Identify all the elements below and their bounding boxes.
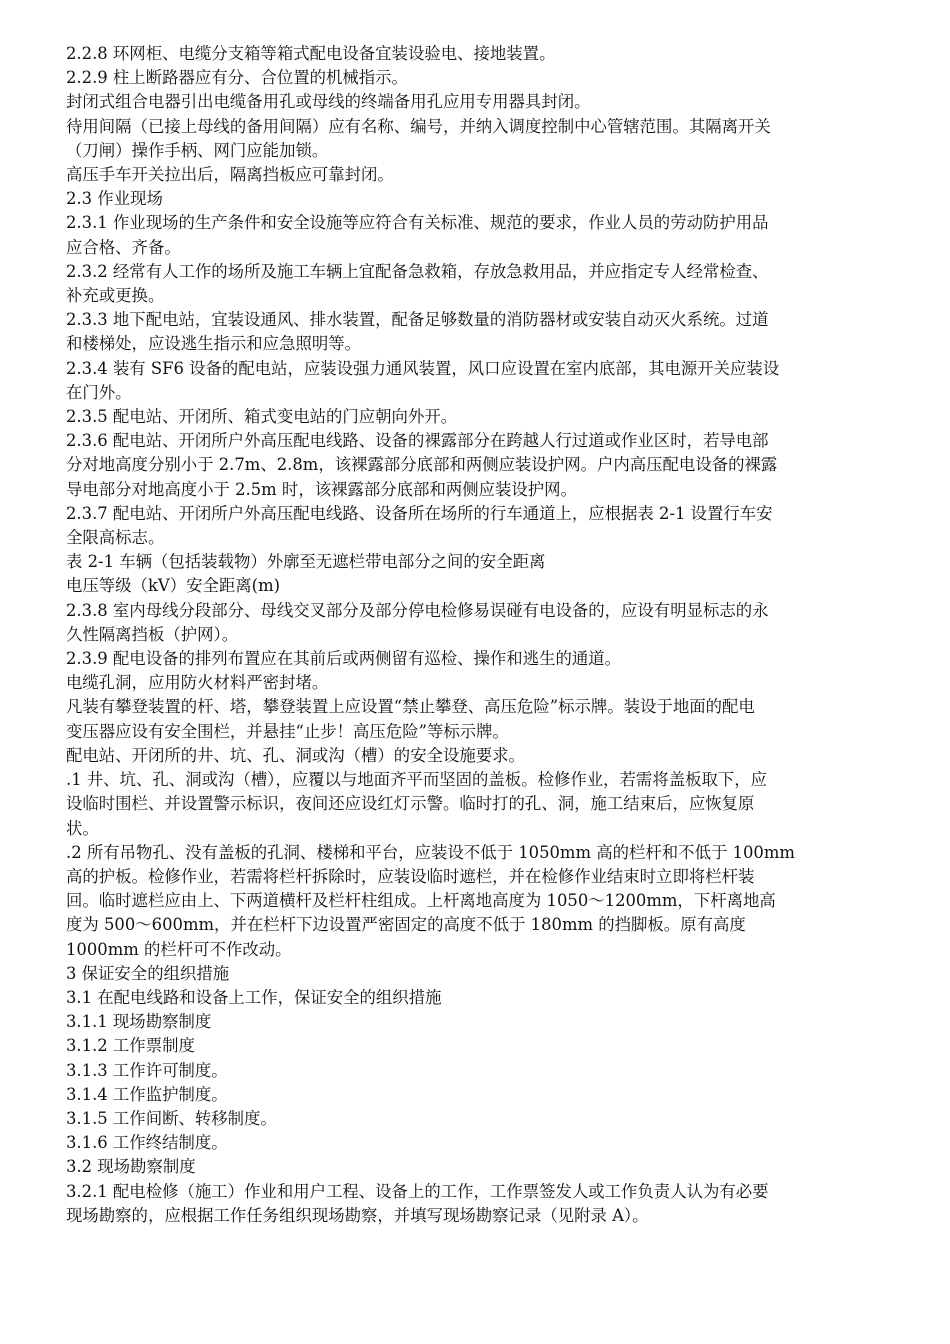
text-line: 3.2 现场勘察制度: [66, 1157, 196, 1177]
text-line: 全限高标志。: [66, 528, 165, 548]
paragraph: [66, 163, 884, 187]
paragraph: [66, 1059, 884, 1083]
paragraph: [66, 90, 884, 114]
paragraph: [66, 1131, 884, 1155]
paragraph: [66, 429, 884, 502]
text-line: （刀闸）操作手柄、网门应能加锁。: [66, 140, 329, 160]
text-line: 高的护板。检修作业，若需将栏杆拆除时，应装设临时遮栏，并在检修作业结束时立即将栏杆装: [66, 866, 755, 886]
text-line: 3.1 在配电线路和设备上工作，保证安全的组织措施: [66, 987, 442, 1007]
paragraph: [66, 599, 884, 647]
paragraph: [66, 1010, 884, 1034]
document-page: [66, 42, 884, 1228]
text-line: 2.3.5 配电站、开闭所、箱式变电站的门应朝向外开。: [66, 407, 458, 427]
paragraph: [66, 1155, 884, 1179]
text-line: 2.3.4 装有 SF6 设备的配电站，应装设强力通风装置，风口应设置在室内底部，其电源开关应装设: [66, 358, 780, 378]
text-line: 度为 500～600mm，并在栏杆下边设置严密固定的高度不低于 180mm 的挡脚板。原有高度: [66, 915, 746, 935]
paragraph: [66, 671, 884, 695]
text-line: 高压手车开关拉出后，隔离挡板应可靠封闭。: [66, 165, 394, 185]
text-line: 1000mm 的栏杆可不作改动。: [66, 939, 292, 959]
text-line: 补充或更换。: [66, 286, 165, 306]
text-line: 3.1.1 现场勘察制度: [66, 1012, 212, 1032]
text-line: 2.2.9 柱上断路器应有分、合位置的机械指示。: [66, 68, 408, 88]
text-line: 凡装有攀登装置的杆、塔，攀登装置上应设置“禁止攀登、高压危险”标示牌。装设于地面的配电: [66, 697, 755, 717]
paragraph: [66, 1107, 884, 1131]
paragraph: [66, 1083, 884, 1107]
text-line: 2.3.9 配电设备的排列布置应在其前后或两侧留有巡检、操作和逃生的通道。: [66, 649, 622, 669]
text-line: 久性隔离挡板（护网）。: [66, 624, 239, 644]
text-line: 2.3.2 经常有人工作的场所及施工车辆上宜配备急救箱，存放急救用品，并应指定专人经常检查、: [66, 261, 769, 281]
paragraph: [66, 986, 884, 1010]
text-line: 2.3.8 室内母线分段部分、母线交叉部分及部分停电检修易误碰有电设备的，应设有明显标志的永: [66, 600, 769, 620]
text-line: 回。临时遮栏应由上、下两道横杆及栏杆柱组成。上杆离地高度为 1050～1200mm，下杆离地高: [66, 891, 776, 911]
text-line: 2.3.3 地下配电站，宜装设通风、排水装置，配备足够数量的消防器材或安装自动灭火系统。过道: [66, 310, 769, 330]
paragraph: [66, 260, 884, 308]
paragraph: [66, 768, 884, 841]
text-line: 2.3.6 配电站、开闭所户外高压配电线路、设备的裸露部分在跨越人行过道或作业区时，若导电部: [66, 431, 769, 451]
text-line: 电压等级（kV）安全距离(m): [66, 576, 281, 596]
text-line: 2.2.8 环网柜、电缆分支箱等箱式配电设备宜装设验电、接地装置。: [66, 44, 556, 63]
text-line: 分对地高度分别小于 2.7m、2.8m，该裸露部分底部和两侧应装设护网。户内高压配电设备的裸露: [66, 455, 778, 475]
text-line: 2.3 作业现场: [66, 189, 163, 209]
text-line: 电缆孔洞，应用防火材料严密封堵。: [66, 673, 329, 693]
text-line: 3.1.2 工作票制度: [66, 1036, 195, 1056]
paragraph: [66, 42, 884, 66]
paragraph: [66, 405, 884, 429]
text-line: .2 所有吊物孔、没有盖板的孔洞、楼梯和平台，应装设不低于 1050mm 高的栏杆和不低于 100mm: [66, 842, 795, 862]
paragraph: [66, 1180, 884, 1228]
text-line: 状。: [66, 818, 99, 838]
text-line: 3.2.1 配电检修（施工）作业和用户工程、设备上的工作，工作票签发人或工作负责人认为有必要: [66, 1181, 769, 1201]
paragraph: [66, 502, 884, 550]
paragraph: [66, 841, 884, 962]
text-line: 3.1.6 工作终结制度。: [66, 1133, 228, 1153]
text-line: 待用间隔（已接上母线的备用间隔）应有名称、编号，并纳入调度控制中心管辖范围。其隔离开关: [66, 116, 771, 136]
text-line: 2.3.7 配电站、开闭所户外高压配电线路、设备所在场所的行车通道上，应根据表 2-1 设置行车安: [66, 503, 773, 523]
text-line: 2.3.1 作业现场的生产条件和安全设施等应符合有关标准、规范的要求，作业人员的劳动防护用品: [66, 213, 769, 233]
text-line: 封闭式组合电器引出电缆备用孔或母线的终端备用孔应用专用器具封闭。: [66, 92, 591, 112]
paragraph: [66, 115, 884, 163]
text-line: 设临时围栏、并设置警示标识，夜间还应设红灯示警。临时打的孔、洞，施工结束后，应恢复原: [66, 794, 755, 814]
text-line: 变压器应设有安全围栏，并悬挂“止步！高压危险”等标示牌。: [66, 721, 509, 741]
paragraph: [66, 211, 884, 259]
paragraph: [66, 308, 884, 356]
text-line: 在门外。: [66, 382, 132, 402]
paragraph: [66, 962, 884, 986]
text-line: .1 井、坑、孔、洞或沟（槽），应覆以与地面齐平而坚固的盖板。检修作业，若需将盖板取下，应: [66, 770, 768, 790]
paragraph: [66, 187, 884, 211]
text-line: 3 保证安全的组织措施: [66, 963, 230, 983]
paragraph: [66, 695, 884, 743]
text-line: 3.1.4 工作监护制度。: [66, 1084, 228, 1104]
text-line: 表 2-1 车辆（包括装载物）外廓至无遮栏带电部分之间的安全距离: [66, 552, 546, 572]
text-line: 和楼梯处，应设逃生指示和应急照明等。: [66, 334, 362, 354]
paragraph: [66, 550, 884, 574]
text-line: 导电部分对地高度小于 2.5m 时，该裸露部分底部和两侧应装设护网。: [66, 479, 577, 499]
text-line: 3.1.5 工作间断、转移制度。: [66, 1108, 277, 1128]
paragraph: [66, 574, 884, 598]
text-line: 现场勘察的，应根据工作任务组织现场勘察，并填写现场勘察记录（见附录 A）。: [66, 1205, 649, 1225]
paragraph: [66, 647, 884, 671]
paragraph: [66, 357, 884, 405]
paragraph: [66, 66, 884, 90]
text-line: 3.1.3 工作许可制度。: [66, 1060, 228, 1080]
text-line: 应合格、齐备。: [66, 237, 181, 257]
paragraph: [66, 1034, 884, 1058]
text-line: 配电站、开闭所的井、坑、孔、洞或沟（槽）的安全设施要求。: [66, 745, 525, 765]
paragraph: [66, 744, 884, 768]
